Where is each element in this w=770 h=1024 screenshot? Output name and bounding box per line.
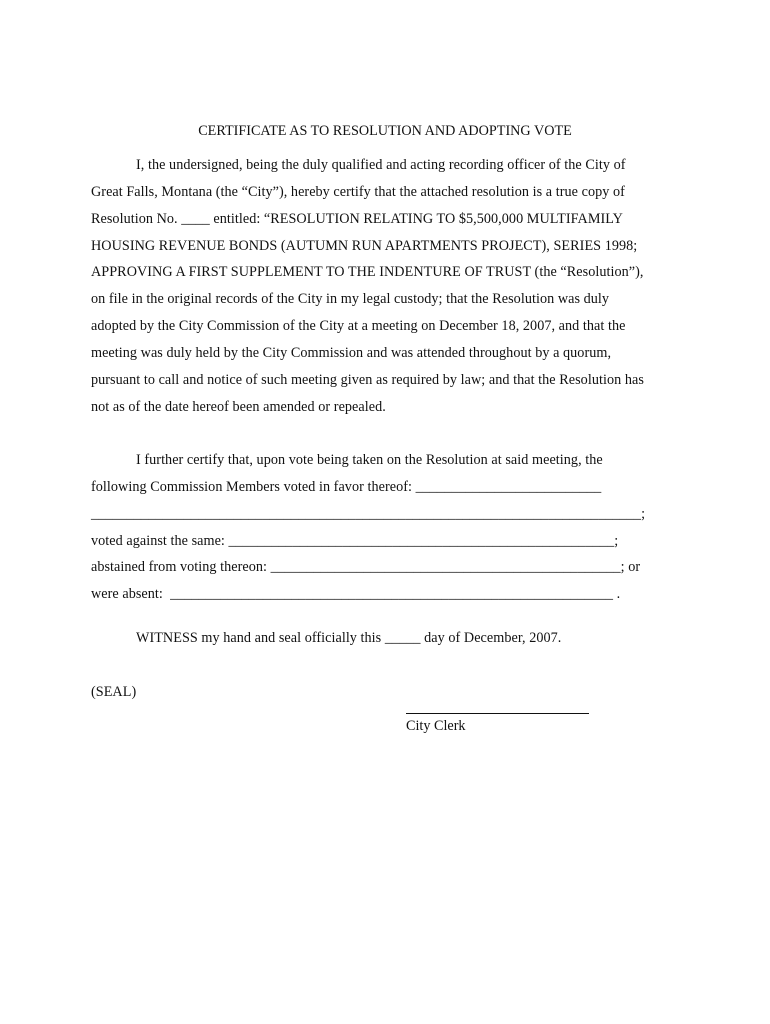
absent-line: were absent: ______________________________________________________________ . (91, 586, 621, 602)
paragraph-1-line-10: not as of the date hereof been amended or repealed. (91, 399, 386, 415)
voted-in-favor-line: following Commission Members voted in favor thereof: __________________________ (91, 479, 602, 495)
abstained-line: abstained from voting thereon: _________________________________________________; or (91, 559, 641, 575)
paragraph-1-line-4: HOUSING REVENUE BONDS (AUTUMN RUN APARTMENTS PROJECT), SERIES 1998; (91, 238, 638, 254)
seal-label: (SEAL) (91, 684, 137, 700)
paragraph-1-line-8: meeting was duly held by the City Commission and was attended throughout by a quorum, (91, 345, 612, 361)
voted-against-line: voted against the same: ______________________________________________________; (91, 533, 619, 549)
city-clerk-label: City Clerk (406, 718, 466, 734)
paragraph-1-line-2: Great Falls, Montana (the “City”), hereby certify that the attached resolution is a true copy of (91, 184, 625, 200)
document-title: CERTIFICATE AS TO RESOLUTION AND ADOPTING VOTE (198, 123, 572, 139)
paragraph-1-line-1: I, the undersigned, being the duly qualified and acting recording officer of the City of (136, 157, 626, 173)
paragraph-1-line-3: Resolution No. ____ entitled: “RESOLUTION RELATING TO $5,500,000 MULTIFAMILY (91, 211, 623, 227)
signature-line (406, 703, 589, 714)
voted-in-favor-continuation-line: _____________________________________________________________________________; (91, 506, 646, 522)
paragraph-1-line-5: APPROVING A FIRST SUPPLEMENT TO THE INDENTURE OF TRUST (the “Resolution”), (91, 264, 644, 280)
paragraph-1-line-7: adopted by the City Commission of the City at a meeting on December 18, 2007, and that the (91, 318, 626, 334)
witness-line: WITNESS my hand and seal officially this _____ day of December, 2007. (136, 630, 562, 646)
paragraph-2-line-1: I further certify that, upon vote being taken on the Resolution at said meeting, the (136, 452, 603, 468)
paragraph-1-line-9: pursuant to call and notice of such meeting given as required by law; and that the Resolution has (91, 372, 644, 388)
paragraph-1-line-6: on file in the original records of the City in my legal custody; that the Resolution was duly (91, 291, 610, 307)
